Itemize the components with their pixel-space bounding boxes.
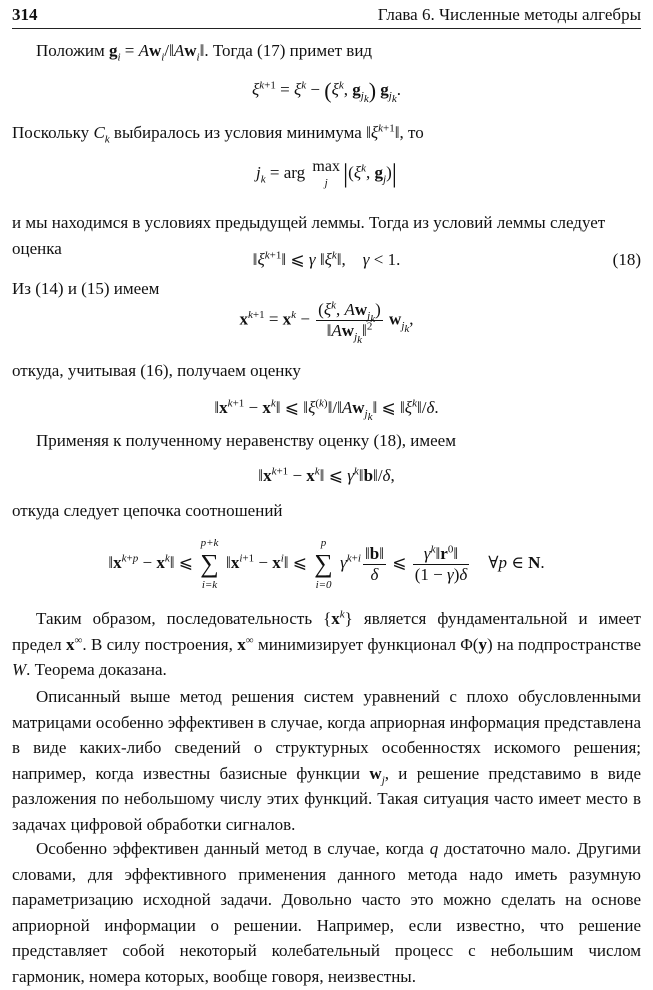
paragraph-5: откуда, учитывая (16), получаем оценку xyxy=(12,361,301,380)
paragraph-8: Таким образом, последовательность $\{x^k\}$ является фундаментальной и имеет предел x∞. В силу построения, x∞ минимизирует функционал Φ(y) на подпространстве W. Теорема доказана. xyxy=(12,608,642,679)
paragraph-3: и мы находимся в условиях предыдущей леммы. Тогда из условий леммы следует оценка xyxy=(12,213,606,258)
paragraph-4: Из (14) и (15) имеем xyxy=(12,279,160,298)
equation-x-estimate: $‖x^{k+1}$ − $x^k‖$ ⩽ $‖\xi^{(k)}‖/‖Aw_{j_k}‖$ ⩽ $‖\xi^k‖/\delta$. xyxy=(214,397,439,424)
page-header xyxy=(12,4,641,29)
equation-chain: $‖x^{k+p}$ − $x^k‖$ ⩽ p+k ∑ i=k $‖x^{i+1}$ − $x^i‖$ ⩽ p ∑ i=0 $\gamma^{k+i}$ $\frac{‖b‖}{\delta}$ ⩽ $\frac{\gamma^k‖r^0‖}{(1 - \gamma)\delta}$ ∀p ∈ N. xyxy=(108,537,545,591)
equation-xi-update: $\xi^{k+1} = \xi^k - (\xi^k$, $g_{j_k}$) $g_{j_k}$. xyxy=(252,78,401,106)
paragraph-10: Особенно эффективен данный метод в случае, когда q достаточно мало. Другими словами, для эффективного применения данного метода надо иметь разумную параметризацию исходной задачи. Довольно часто это можно сделать на основе априорной информации о решении. Например, если известно, что решение представляет собой некоторый колебательный процесс с небольшим числом гармоник, номера которых, вообще говоря, неизвестны. xyxy=(12,839,642,986)
paragraph-1: Положим $g_i$ = $Aw_i/‖Aw_i‖$. Тогда (17) примет вид xyxy=(36,41,373,64)
paragraph-9: Описанный выше метод решения систем уравнений с плохо обусловленными матрицами особенно эффективен в случае, когда априорная информация представлена в виде каких-либо сведений о структурных особенностях искомого решения; например, когда известны базисные функции $w_j$, и решение представимо в виде разложения по небольшому числу этих функций. Такая ситуация часто имеет место в задачах цифровой обработки сигналов. xyxy=(12,687,642,834)
equation-gamma-estimate: $‖x^{k+1}$ − $x^k‖$ ⩽ $\gamma^k‖b‖/\delta$, xyxy=(258,465,395,485)
equation-x-update: $x^{k+1} = x^k$ − $\frac{(\xi^k, Aw_{j_k})}{‖Aw_{j_k}‖^2}$ $w_{j_k}$, xyxy=(239,299,414,347)
paragraph-6: Применяя к полученному неравенству оценку (18), имеем xyxy=(36,431,456,450)
paragraph-7: откуда следует цепочка соотношений xyxy=(12,501,283,520)
running-head: Глава 6. Численные методы алгебры xyxy=(377,5,641,24)
paragraph-2: Поскольку $C_k$ выбиралось из условия минимума $‖\xi^{k+1}‖$, то xyxy=(12,122,424,146)
page-number: 314 xyxy=(12,5,38,24)
equation-argmax: $j_k$ = arg max j $|(\xi^k$, $g_j)|$ xyxy=(256,158,397,189)
equation-number-18: (18) xyxy=(612,250,641,269)
equation-18: $‖\xi^{k+1}‖$ ⩽ γ $‖\xi^k‖$, γ < 1. xyxy=(252,249,401,269)
